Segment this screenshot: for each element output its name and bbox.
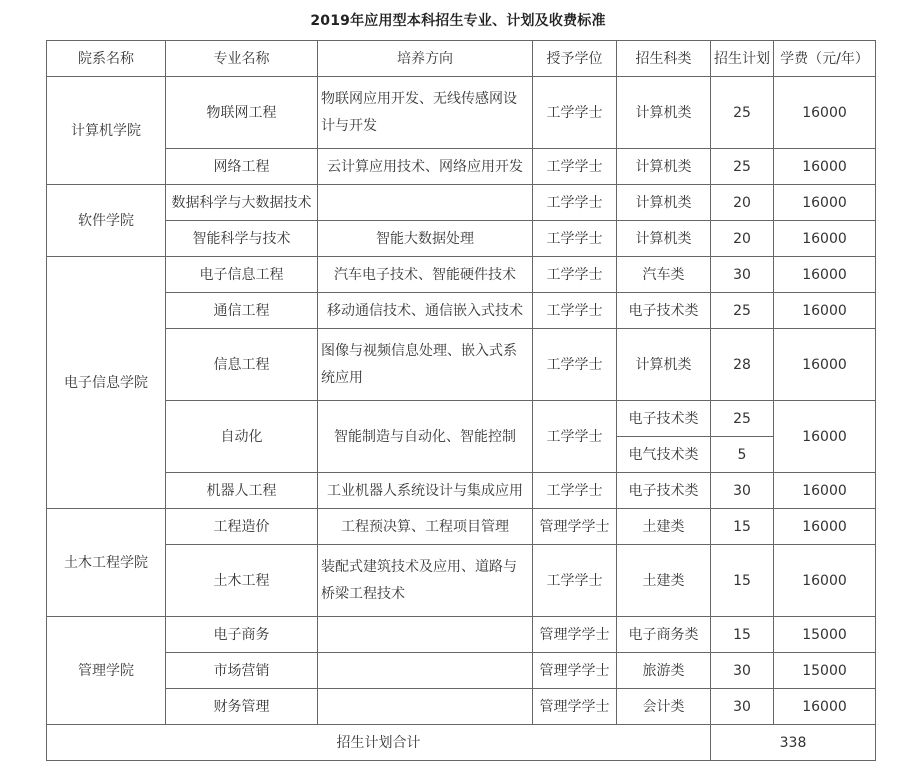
header-row bbox=[47, 41, 876, 77]
major-cell: 物联网工程 bbox=[166, 77, 318, 149]
plan-cell: 25 bbox=[711, 149, 774, 185]
plan-cell: 30 bbox=[711, 257, 774, 293]
degree-cell: 工学学士 bbox=[533, 77, 617, 149]
table-row bbox=[47, 473, 876, 509]
department-cell: 计算机学院 bbox=[47, 77, 166, 185]
plan-cell: 25 bbox=[711, 77, 774, 149]
degree-cell: 工学学士 bbox=[533, 473, 617, 509]
table-row bbox=[47, 185, 876, 221]
direction-cell bbox=[318, 185, 533, 221]
direction-cell: 工业机器人系统设计与集成应用 bbox=[318, 473, 533, 509]
category-cell: 电子技术类 bbox=[617, 293, 711, 329]
page-title: 2019年应用型本科招生专业、计划及收费标准 bbox=[310, 13, 606, 29]
plan-cell: 20 bbox=[711, 221, 774, 257]
direction-cell bbox=[318, 653, 533, 689]
direction-cell: 物联网应用开发、无线传感网设计与开发 bbox=[318, 77, 533, 149]
tuition-cell: 16000 bbox=[774, 401, 876, 473]
degree-cell: 工学学士 bbox=[533, 293, 617, 329]
major-cell: 智能科学与技术 bbox=[166, 221, 318, 257]
degree-cell: 工学学士 bbox=[533, 401, 617, 473]
table-row bbox=[47, 293, 876, 329]
total-label: 招生计划合计 bbox=[47, 725, 711, 761]
tuition-cell: 16000 bbox=[774, 473, 876, 509]
degree-cell: 工学学士 bbox=[533, 221, 617, 257]
table-row bbox=[47, 509, 876, 545]
category-cell: 土建类 bbox=[617, 509, 711, 545]
category-cell: 计算机类 bbox=[617, 329, 711, 401]
tuition-cell: 16000 bbox=[774, 77, 876, 149]
major-cell: 电子信息工程 bbox=[166, 257, 318, 293]
degree-cell: 工学学士 bbox=[533, 257, 617, 293]
tuition-cell: 16000 bbox=[774, 185, 876, 221]
degree-cell: 管理学学士 bbox=[533, 617, 617, 653]
major-cell: 电子商务 bbox=[166, 617, 318, 653]
major-cell: 网络工程 bbox=[166, 149, 318, 185]
major-cell: 通信工程 bbox=[166, 293, 318, 329]
total-value: 338 bbox=[711, 725, 876, 761]
direction-cell: 汽车电子技术、智能硬件技术 bbox=[318, 257, 533, 293]
direction-cell: 移动通信技术、通信嵌入式技术 bbox=[318, 293, 533, 329]
plan-cell: 15 bbox=[711, 509, 774, 545]
department-cell: 管理学院 bbox=[47, 617, 166, 725]
plan-cell: 30 bbox=[711, 473, 774, 509]
tuition-cell: 16000 bbox=[774, 329, 876, 401]
plan-cell: 15 bbox=[711, 545, 774, 617]
category-cell: 汽车类 bbox=[617, 257, 711, 293]
plan-cell: 30 bbox=[711, 653, 774, 689]
header-degree: 授予学位 bbox=[533, 41, 617, 77]
tuition-cell: 16000 bbox=[774, 689, 876, 725]
table-row bbox=[47, 653, 876, 689]
department-cell: 软件学院 bbox=[47, 185, 166, 257]
table-row bbox=[47, 221, 876, 257]
tuition-cell: 15000 bbox=[774, 617, 876, 653]
table-row bbox=[47, 545, 876, 617]
category-cell: 计算机类 bbox=[617, 149, 711, 185]
table-row bbox=[47, 77, 876, 149]
category-cell: 电子技术类 bbox=[617, 473, 711, 509]
major-cell: 机器人工程 bbox=[166, 473, 318, 509]
category-cell: 会计类 bbox=[617, 689, 711, 725]
tuition-cell: 16000 bbox=[774, 149, 876, 185]
table-row bbox=[47, 149, 876, 185]
tuition-cell: 16000 bbox=[774, 509, 876, 545]
major-cell: 自动化 bbox=[166, 401, 318, 473]
direction-cell: 装配式建筑技术及应用、道路与桥梁工程技术 bbox=[318, 545, 533, 617]
tuition-cell: 16000 bbox=[774, 257, 876, 293]
total-row bbox=[47, 725, 876, 761]
major-cell: 工程造价 bbox=[166, 509, 318, 545]
degree-cell: 管理学学士 bbox=[533, 689, 617, 725]
plan-cell: 25 bbox=[711, 293, 774, 329]
header-direction: 培养方向 bbox=[318, 41, 533, 77]
direction-cell: 智能大数据处理 bbox=[318, 221, 533, 257]
category-cell: 电子技术类 bbox=[617, 401, 711, 437]
degree-cell: 管理学学士 bbox=[533, 509, 617, 545]
header-tuition: 学费（元/年） bbox=[774, 41, 876, 77]
department-cell: 土木工程学院 bbox=[47, 509, 166, 617]
major-cell: 财务管理 bbox=[166, 689, 318, 725]
enrollment-table bbox=[46, 40, 876, 761]
plan-cell: 25 bbox=[711, 401, 774, 437]
header-plan: 招生计划 bbox=[711, 41, 774, 77]
degree-cell: 管理学学士 bbox=[533, 653, 617, 689]
direction-cell bbox=[318, 617, 533, 653]
major-cell: 信息工程 bbox=[166, 329, 318, 401]
table-row bbox=[47, 257, 876, 293]
category-cell: 电气技术类 bbox=[617, 437, 711, 473]
major-cell: 土木工程 bbox=[166, 545, 318, 617]
direction-cell: 图像与视频信息处理、嵌入式系统应用 bbox=[318, 329, 533, 401]
major-cell: 数据科学与大数据技术 bbox=[166, 185, 318, 221]
direction-cell bbox=[318, 689, 533, 725]
degree-cell: 工学学士 bbox=[533, 329, 617, 401]
direction-cell: 智能制造与自动化、智能控制 bbox=[318, 401, 533, 473]
plan-cell: 15 bbox=[711, 617, 774, 653]
plan-cell: 20 bbox=[711, 185, 774, 221]
tuition-cell: 16000 bbox=[774, 545, 876, 617]
department-cell: 电子信息学院 bbox=[47, 257, 166, 509]
plan-cell: 30 bbox=[711, 689, 774, 725]
header-department: 院系名称 bbox=[47, 41, 166, 77]
plan-cell: 28 bbox=[711, 329, 774, 401]
table-row bbox=[47, 617, 876, 653]
category-cell: 计算机类 bbox=[617, 185, 711, 221]
degree-cell: 工学学士 bbox=[533, 185, 617, 221]
tuition-cell: 16000 bbox=[774, 221, 876, 257]
category-cell: 计算机类 bbox=[617, 221, 711, 257]
table-row bbox=[47, 401, 876, 437]
tuition-cell: 15000 bbox=[774, 653, 876, 689]
category-cell: 计算机类 bbox=[617, 77, 711, 149]
header-category: 招生科类 bbox=[617, 41, 711, 77]
direction-cell: 云计算应用技术、网络应用开发 bbox=[318, 149, 533, 185]
category-cell: 电子商务类 bbox=[617, 617, 711, 653]
category-cell: 土建类 bbox=[617, 545, 711, 617]
degree-cell: 工学学士 bbox=[533, 545, 617, 617]
direction-cell: 工程预决算、工程项目管理 bbox=[318, 509, 533, 545]
plan-cell: 5 bbox=[711, 437, 774, 473]
major-cell: 市场营销 bbox=[166, 653, 318, 689]
table-row bbox=[47, 329, 876, 401]
degree-cell: 工学学士 bbox=[533, 149, 617, 185]
header-major: 专业名称 bbox=[166, 41, 318, 77]
category-cell: 旅游类 bbox=[617, 653, 711, 689]
table-row bbox=[47, 689, 876, 725]
tuition-cell: 16000 bbox=[774, 293, 876, 329]
